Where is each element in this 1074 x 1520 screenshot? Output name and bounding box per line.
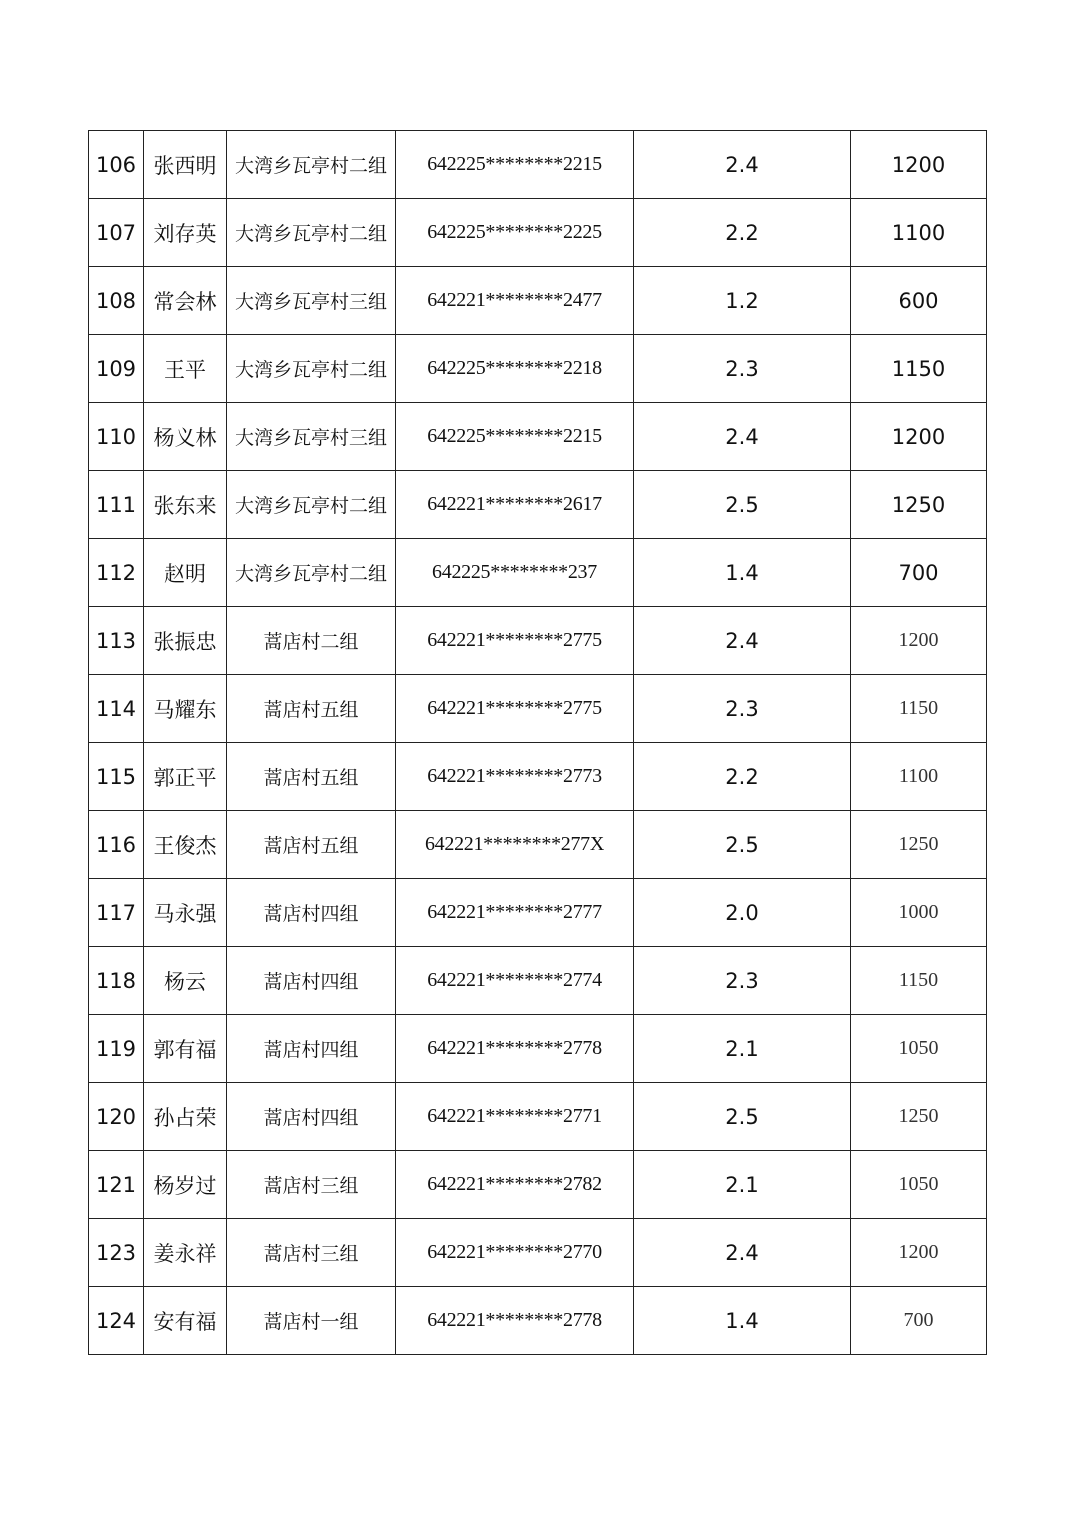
name-cell: 安有福 xyxy=(144,1287,227,1355)
amount-cell: 1200 xyxy=(851,131,987,199)
row-number-cell: 118 xyxy=(89,947,144,1015)
address-cell: 蒿店村五组 xyxy=(227,811,396,879)
amount-cell: 1000 xyxy=(851,879,987,947)
row-number-cell: 115 xyxy=(89,743,144,811)
table-row xyxy=(89,675,987,743)
name-cell: 常会林 xyxy=(144,267,227,335)
table-row xyxy=(89,1219,987,1287)
amount-cell: 1200 xyxy=(851,607,987,675)
id-number-cell: 642221********2775 xyxy=(396,675,634,743)
name-cell: 杨岁过 xyxy=(144,1151,227,1219)
row-number-cell: 107 xyxy=(89,199,144,267)
table-row xyxy=(89,471,987,539)
area-cell: 2.1 xyxy=(634,1015,851,1083)
id-number-cell: 642221********2775 xyxy=(396,607,634,675)
table-row xyxy=(89,335,987,403)
name-cell: 王俊杰 xyxy=(144,811,227,879)
address-cell: 蒿店村三组 xyxy=(227,1219,396,1287)
address-cell: 蒿店村三组 xyxy=(227,1151,396,1219)
area-cell: 2.2 xyxy=(634,199,851,267)
amount-cell: 1100 xyxy=(851,743,987,811)
name-cell: 姜永祥 xyxy=(144,1219,227,1287)
id-number-cell: 642225********2218 xyxy=(396,335,634,403)
address-cell: 大湾乡瓦亭村三组 xyxy=(227,267,396,335)
amount-cell: 1150 xyxy=(851,947,987,1015)
row-number-cell: 108 xyxy=(89,267,144,335)
id-number-cell: 642221********2773 xyxy=(396,743,634,811)
row-number-cell: 110 xyxy=(89,403,144,471)
row-number-cell: 116 xyxy=(89,811,144,879)
table-row xyxy=(89,811,987,879)
address-cell: 蒿店村四组 xyxy=(227,1015,396,1083)
address-cell: 大湾乡瓦亭村二组 xyxy=(227,199,396,267)
address-cell: 蒿店村四组 xyxy=(227,1083,396,1151)
amount-cell: 1100 xyxy=(851,199,987,267)
table-row xyxy=(89,879,987,947)
id-number-cell: 642221********2770 xyxy=(396,1219,634,1287)
name-cell: 杨义林 xyxy=(144,403,227,471)
row-number-cell: 123 xyxy=(89,1219,144,1287)
row-number-cell: 113 xyxy=(89,607,144,675)
address-cell: 大湾乡瓦亭村二组 xyxy=(227,335,396,403)
table-row xyxy=(89,1015,987,1083)
area-cell: 2.3 xyxy=(634,947,851,1015)
table-row xyxy=(89,131,987,199)
id-number-cell: 642221********277X xyxy=(396,811,634,879)
id-number-cell: 642221********2778 xyxy=(396,1287,634,1355)
name-cell: 杨云 xyxy=(144,947,227,1015)
table-row xyxy=(89,1083,987,1151)
address-cell: 蒿店村五组 xyxy=(227,675,396,743)
address-cell: 大湾乡瓦亭村二组 xyxy=(227,471,396,539)
row-number-cell: 124 xyxy=(89,1287,144,1355)
name-cell: 刘存英 xyxy=(144,199,227,267)
area-cell: 2.0 xyxy=(634,879,851,947)
table-row xyxy=(89,947,987,1015)
table-row xyxy=(89,403,987,471)
area-cell: 2.3 xyxy=(634,675,851,743)
address-cell: 蒿店村四组 xyxy=(227,947,396,1015)
area-cell: 2.2 xyxy=(634,743,851,811)
name-cell: 张振忠 xyxy=(144,607,227,675)
area-cell: 2.5 xyxy=(634,811,851,879)
name-cell: 张西明 xyxy=(144,131,227,199)
id-number-cell: 642221********2782 xyxy=(396,1151,634,1219)
amount-cell: 1200 xyxy=(851,403,987,471)
table-row xyxy=(89,607,987,675)
id-number-cell: 642221********2477 xyxy=(396,267,634,335)
amount-cell: 600 xyxy=(851,267,987,335)
area-cell: 2.4 xyxy=(634,403,851,471)
row-number-cell: 119 xyxy=(89,1015,144,1083)
name-cell: 郭有福 xyxy=(144,1015,227,1083)
id-number-cell: 642225********237 xyxy=(396,539,634,607)
amount-cell: 1150 xyxy=(851,675,987,743)
table-row xyxy=(89,539,987,607)
amount-cell: 1250 xyxy=(851,811,987,879)
amount-cell: 700 xyxy=(851,1287,987,1355)
row-number-cell: 109 xyxy=(89,335,144,403)
amount-cell: 1050 xyxy=(851,1015,987,1083)
area-cell: 2.4 xyxy=(634,131,851,199)
amount-cell: 1250 xyxy=(851,471,987,539)
name-cell: 郭正平 xyxy=(144,743,227,811)
row-number-cell: 106 xyxy=(89,131,144,199)
address-cell: 蒿店村四组 xyxy=(227,879,396,947)
area-cell: 2.5 xyxy=(634,471,851,539)
id-number-cell: 642225********2215 xyxy=(396,131,634,199)
name-cell: 王平 xyxy=(144,335,227,403)
id-number-cell: 642221********2771 xyxy=(396,1083,634,1151)
amount-cell: 1150 xyxy=(851,335,987,403)
name-cell: 马永强 xyxy=(144,879,227,947)
table-row xyxy=(89,199,987,267)
name-cell: 张东来 xyxy=(144,471,227,539)
row-number-cell: 120 xyxy=(89,1083,144,1151)
amount-cell: 700 xyxy=(851,539,987,607)
row-number-cell: 121 xyxy=(89,1151,144,1219)
area-cell: 2.4 xyxy=(634,607,851,675)
row-number-cell: 111 xyxy=(89,471,144,539)
name-cell: 马耀东 xyxy=(144,675,227,743)
area-cell: 2.3 xyxy=(634,335,851,403)
address-cell: 大湾乡瓦亭村二组 xyxy=(227,539,396,607)
area-cell: 2.1 xyxy=(634,1151,851,1219)
area-cell: 1.4 xyxy=(634,1287,851,1355)
name-cell: 孙占荣 xyxy=(144,1083,227,1151)
area-cell: 2.5 xyxy=(634,1083,851,1151)
table-row xyxy=(89,1151,987,1219)
amount-cell: 1200 xyxy=(851,1219,987,1287)
amount-cell: 1050 xyxy=(851,1151,987,1219)
area-cell: 1.2 xyxy=(634,267,851,335)
address-cell: 蒿店村二组 xyxy=(227,607,396,675)
table-row xyxy=(89,1287,987,1355)
address-cell: 蒿店村五组 xyxy=(227,743,396,811)
name-cell: 赵明 xyxy=(144,539,227,607)
id-number-cell: 642225********2225 xyxy=(396,199,634,267)
amount-cell: 1250 xyxy=(851,1083,987,1151)
records-table xyxy=(88,130,987,1355)
id-number-cell: 642221********2777 xyxy=(396,879,634,947)
address-cell: 大湾乡瓦亭村三组 xyxy=(227,403,396,471)
row-number-cell: 112 xyxy=(89,539,144,607)
table-row xyxy=(89,267,987,335)
table-row xyxy=(89,743,987,811)
area-cell: 1.4 xyxy=(634,539,851,607)
id-number-cell: 642221********2774 xyxy=(396,947,634,1015)
row-number-cell: 114 xyxy=(89,675,144,743)
id-number-cell: 642221********2778 xyxy=(396,1015,634,1083)
records-table-body xyxy=(89,131,987,1355)
area-cell: 2.4 xyxy=(634,1219,851,1287)
row-number-cell: 117 xyxy=(89,879,144,947)
address-cell: 蒿店村一组 xyxy=(227,1287,396,1355)
address-cell: 大湾乡瓦亭村二组 xyxy=(227,131,396,199)
id-number-cell: 642221********2617 xyxy=(396,471,634,539)
id-number-cell: 642225********2215 xyxy=(396,403,634,471)
